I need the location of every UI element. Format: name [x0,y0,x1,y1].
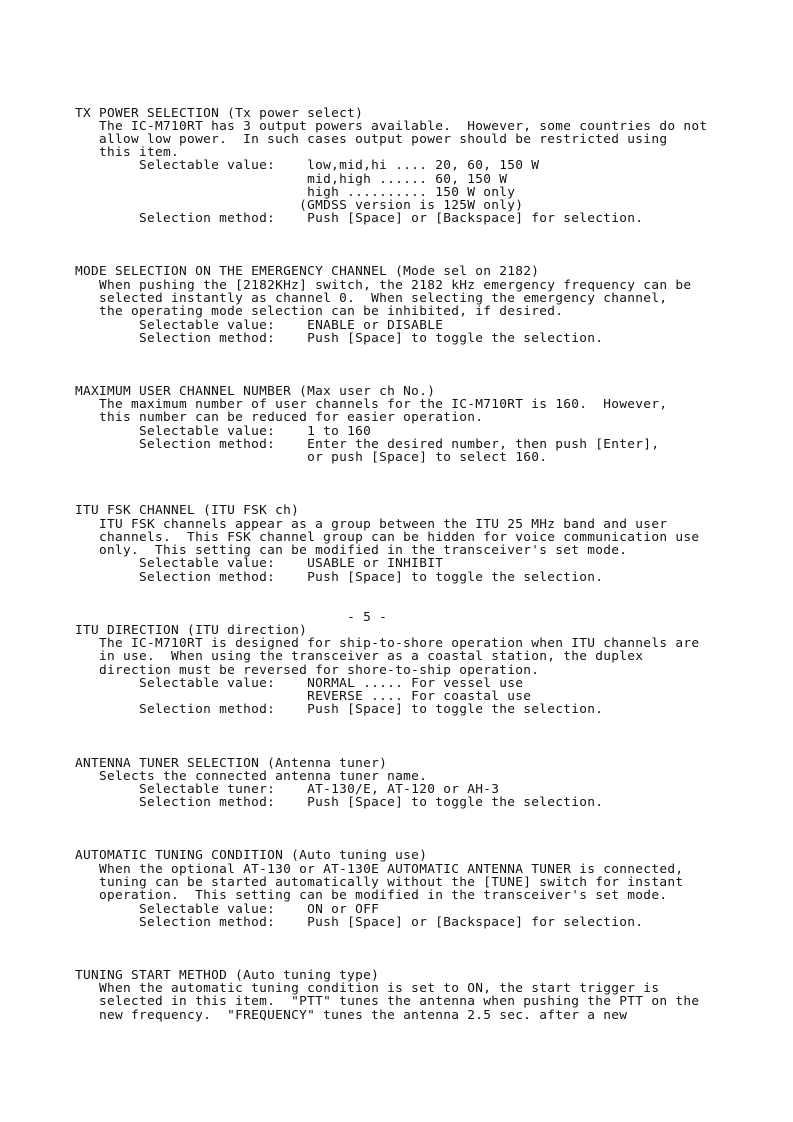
selectable-value: Selectable value: ENABLE or DISABLE [75,318,444,333]
selection-method: Selection method: Push [Space] to toggle the selection. [75,795,604,810]
selectable-value: high .......... 150 W only [75,185,516,200]
body-text: When the automatic tuning condition is set to ON, the start trigger is [75,981,660,996]
selectable-value: Selectable value: USABLE or INHIBIT [75,556,444,571]
body-text: selected in this item. "PTT" tunes the antenna when pushing the PTT on the [75,994,700,1009]
body-text: selected instantly as channel 0. When selecting the emergency channel, [75,291,668,306]
body-text: in use. When using the transceiver as a coastal station, the duplex [75,649,644,664]
selection-method: Selection method: Push [Space] or [Backspace] for selection. [75,915,644,930]
selectable-value: Selectable value: 1 to 160 [75,424,372,439]
selectable-value: Selectable value: NORMAL ..... For vessel use [75,676,524,691]
body-text: this number can be reduced for easier operation. [75,410,484,425]
body-text: channels. This FSK channel group can be hidden for voice communication use [75,530,700,545]
section-heading: ANTENNA TUNER SELECTION (Antenna tuner) [75,756,388,771]
selection-method: Selection method: Push [Space] to toggle the selection. [75,702,604,717]
body-text: tuning can be started automatically without the [TUNE] switch for instant [75,875,684,890]
body-text: new frequency. "FREQUENCY" tunes the antenna 2.5 sec. after a new [75,1008,628,1023]
section-heading: MAXIMUM USER CHANNEL NUMBER (Max user ch No.) [75,384,436,399]
body-text: ITU FSK channels appear as a group between the ITU 25 MHz band and user [75,517,668,532]
section-heading: ITU DIRECTION (ITU direction) [75,623,308,638]
body-text: operation. This setting can be modified in the transceiver's set mode. [75,888,668,903]
selectable-value: Selectable value: low,mid,hi .... 20, 60, 150 W [75,158,540,173]
body-text: allow low power. In such cases output power should be restricted using [75,132,668,147]
body-text: The IC-M710RT has 3 output powers available. However, some countries do not [75,119,708,134]
body-text: this item. [75,145,180,160]
selection-method: Selection method: Enter the desired number, then push [Enter], [75,437,660,452]
selectable-value: Selectable value: ON or OFF [75,902,380,917]
selectable-tuner: Selectable tuner: AT-130/E, AT-120 or AH-3 [75,782,500,797]
body-text: direction must be reversed for shore-to-ship operation. [75,663,540,678]
body-text: When pushing the [2182KHz] switch, the 2182 kHz emergency frequency can be [75,278,692,293]
selectable-value: mid,high ...... 60, 150 W [75,172,508,187]
section-heading: TUNING START METHOD (Auto tuning type) [75,968,380,983]
selection-method: Selection method: Push [Space] to toggle the selection. [75,331,604,346]
body-text: When the optional AT-130 or AT-130E AUTOMATIC ANTENNA TUNER is connected, [75,862,684,877]
section-heading: ITU FSK CHANNEL (ITU FSK ch) [75,503,300,518]
section-heading: AUTOMATIC TUNING CONDITION (Auto tuning use) [75,848,428,863]
body-text: Selects the connected antenna tuner name. [75,769,428,784]
selection-method: Selection method: Push [Space] or [Backspace] for selection. [75,211,644,226]
selection-method: or push [Space] to select 160. [75,450,548,465]
body-text: only. This setting can be modified in the transceiver's set mode. [75,543,628,558]
page-number: - 5 - [75,610,388,625]
body-text: The maximum number of user channels for the IC-M710RT is 160. However, [75,397,668,412]
selectable-value-note: (GMDSS version is 125W only) [75,198,524,213]
selection-method: Selection method: Push [Space] to toggle the selection. [75,570,604,585]
body-text: the operating mode selection can be inhibited, if desired. [75,304,564,319]
section-heading: MODE SELECTION ON THE EMERGENCY CHANNEL (Mode sel on 2182) [75,264,540,279]
body-text: The IC-M710RT is designed for ship-to-shore operation when ITU channels are [75,636,700,651]
section-heading: TX POWER SELECTION (Tx power select) [75,106,364,121]
selectable-value: REVERSE .... For coastal use [75,689,532,704]
